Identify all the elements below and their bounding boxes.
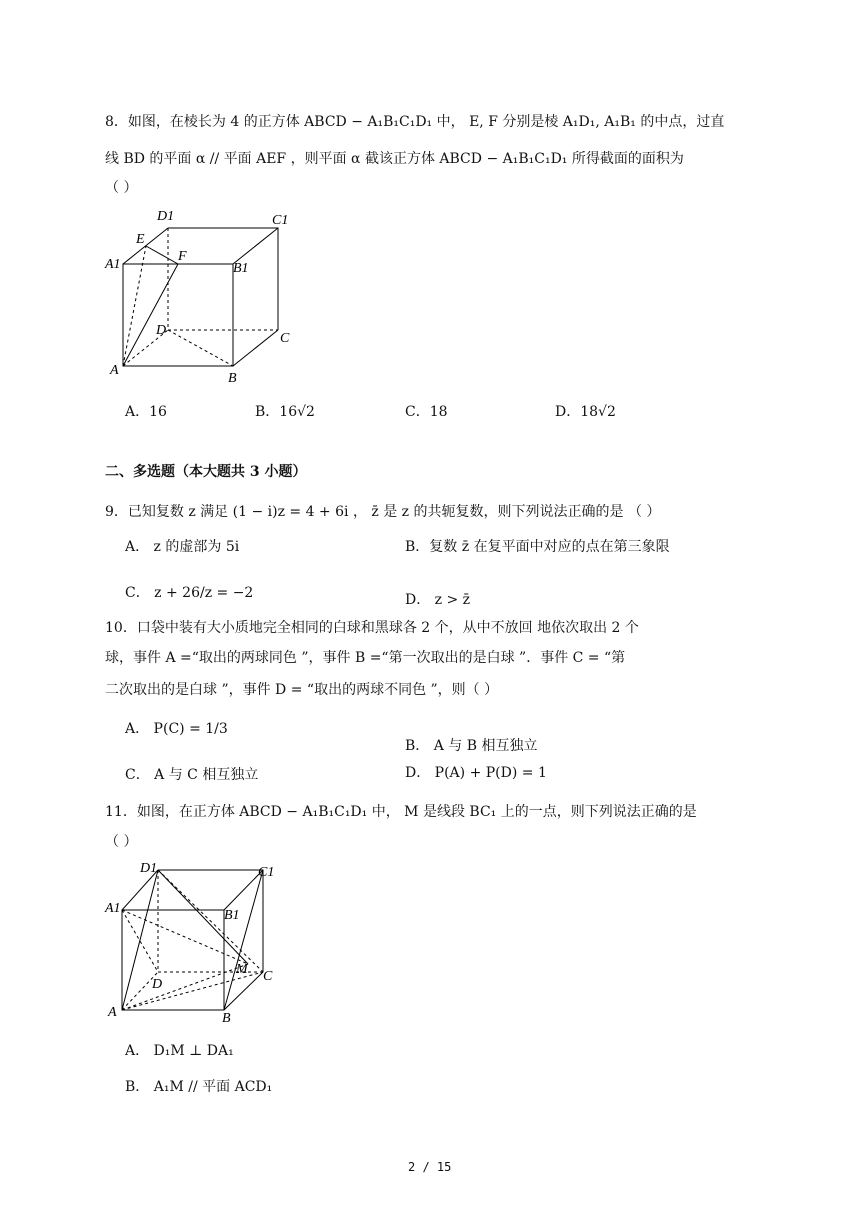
q8-option-c: C．18 xyxy=(405,404,448,420)
q9-stem: 9．已知复数 z 满足 (1 − i)z = 4 + 6i ， z̄ 是 z 的共轭复数，则下列说法正确的是 （ ） xyxy=(105,504,661,520)
q9-option-d: D． z > z̄ xyxy=(405,592,471,608)
q11-label-a: A xyxy=(108,1005,117,1020)
q10-line1: 10．口袋中装有大小质地完全相同的白球和黑球各 2 个，从中不放回 地依次取出 2 个 xyxy=(105,620,639,636)
q9-option-b: B．复数 z̄ 在复平面中对应的点在第三象限 xyxy=(405,539,670,555)
q11-cube-figure xyxy=(100,852,300,1028)
q10-line2: 球，事件 A =“取出的两球同色 ”，事件 B =“第一次取出的是白球 ”．事件 C = “第 xyxy=(105,650,626,666)
q8-paren: （ ） xyxy=(105,180,138,196)
q11-label-c1: C1 xyxy=(258,865,275,880)
q10-option-a: A． P(C) = 1/3 xyxy=(125,721,228,737)
q8-cube-figure xyxy=(100,200,300,390)
q8-label-b: B xyxy=(228,371,237,386)
q11-option-a: A． D₁M ⊥ DA₁ xyxy=(125,1043,234,1059)
q10-option-d: D． P(A) + P(D) = 1 xyxy=(405,765,547,781)
q9-option-c: C． z + 26/z = −2 xyxy=(125,585,254,601)
q8-label-a: A xyxy=(110,363,119,378)
q9-option-a: A． z 的虚部为 5i xyxy=(125,539,240,555)
q8-option-a: A．16 xyxy=(125,404,167,420)
q8-label-b1: B1 xyxy=(233,261,249,276)
q8-label-e: E xyxy=(136,232,145,247)
q8-line2: 线 BD 的平面 α // 平面 AEF ，则平面 α 截该正方体 ABCD − A₁B₁C₁D₁ 所得截面的面积为 xyxy=(105,151,684,167)
q8-label-c: C xyxy=(280,331,290,346)
q8-line1: 8．如图，在棱长为 4 的正方体 ABCD − A₁B₁C₁D₁ 中， E, F 分别是棱 A₁D₁, A₁B₁ 的中点，过直 xyxy=(105,114,725,130)
q11-label-m: M xyxy=(236,962,248,977)
section-title: 二、多选题（本大题共 3 小题） xyxy=(105,464,307,480)
q10-option-c: C． A 与 C 相互独立 xyxy=(125,767,259,783)
q8-label-d1: D1 xyxy=(157,209,175,224)
q11-label-d1: D1 xyxy=(140,861,158,876)
q11-option-b: B． A₁M // 平面 ACD₁ xyxy=(125,1079,273,1095)
page-number: 2 / 15 xyxy=(408,1160,452,1174)
q8-option-b: B．16√2 xyxy=(255,404,315,420)
q11-label-d: D xyxy=(152,977,163,992)
q10-option-b: B． A 与 B 相互独立 xyxy=(405,738,538,754)
q11-label-a1: A1 xyxy=(105,901,121,916)
q11-line1: 11．如图，在正方体 ABCD − A₁B₁C₁D₁ 中， M 是线段 BC₁ 上的一点，则下列说法正确的是 xyxy=(105,804,697,820)
q8-label-d: D xyxy=(156,323,167,338)
q8-label-c1: C1 xyxy=(272,213,289,228)
q10-line3: 二次取出的是白球 ”，事件 D = “取出的两球不同色 ”，则（ ） xyxy=(105,682,499,698)
q11-paren: （ ） xyxy=(105,834,138,850)
q8-label-f: F xyxy=(178,249,187,264)
q11-label-b: B xyxy=(222,1011,231,1026)
q8-option-d: D．18√2 xyxy=(555,404,616,420)
q11-label-c: C xyxy=(263,969,273,984)
q11-label-b1: B1 xyxy=(224,908,240,923)
q8-label-a1: A1 xyxy=(105,257,121,272)
